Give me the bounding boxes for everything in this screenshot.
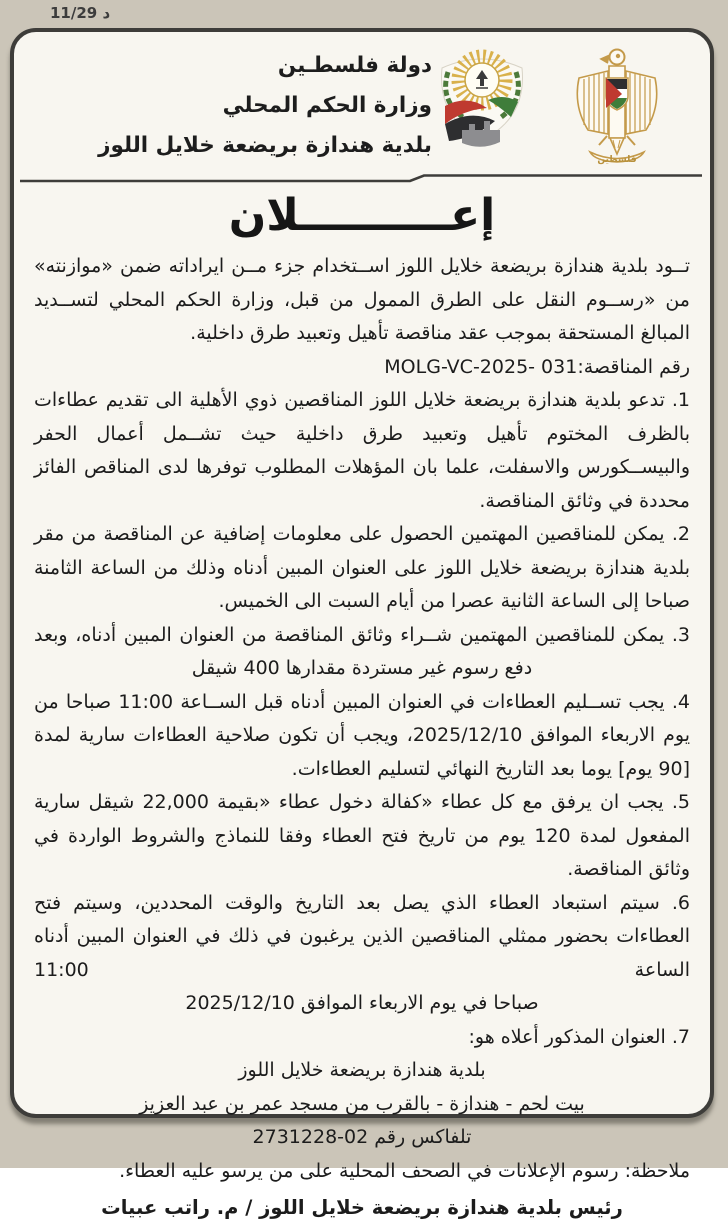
municipality-name: بلدية هندازة بريضعة خلايل اللوز (98, 133, 432, 158)
address-telefax: تلفاكس رقم 02-2731228 (252, 1126, 472, 1148)
letterhead-text (34, 42, 432, 166)
item-3-line-1: 3. يمكن للمناقصين المهتمين شــراء وثائق المناقصة من العنوان المبين أدناه، وبعد (34, 623, 690, 646)
item-5: 5. يجب ان يرفق مع كل عطاء «كفالة دخول عطاء «بقيمة 22,000 شيقل سارية المفعول لمدة 120 يوم من تاريخ فتح العطاء وفقا للنماذج والشروط الواردة في وثائق المناقصة. (34, 791, 691, 880)
letterhead (34, 42, 690, 170)
announcement-title: إعــــــــــلان (228, 190, 496, 241)
announcement-frame (10, 28, 714, 1219)
eagle-banner-label: فلسطين (597, 155, 637, 165)
tender-number-label: رقم المناقصة: (577, 355, 690, 378)
announcement-body (34, 250, 690, 1225)
tender-number-value: MOLG-VC-2025- 031 (384, 355, 578, 378)
item-6-part-1: 6. سيتم استبعاد العطاء الذي يصل بعد التاريخ والوقت المحددين، وسيتم فتح العطاءات بحضور ممثلي المناقصين الذين يرغبون في ذلك في العنوان المبين أدناه الساعة 11:00 (34, 891, 690, 981)
ministry-name: وزارة الحكم المحلي (222, 93, 432, 118)
state-name: دولة فلسطـين (277, 53, 432, 78)
letterhead-emblems (432, 42, 690, 172)
intro-paragraph: تــود بلدية هندازة بريضعة خلايل اللوز اســتخدام جزء مــن ايراداته ضمن «موازنته» من «رســوم النقل على الطرق الممول من قبل، وزارة الحكم المحلي لتســديد المبالغ المستحقة بموجب عقد مناقصة تأهيل وتعبيد طرق داخلية. (34, 255, 690, 344)
item-7: 7. العنوان المذكور أعلاه هو: (468, 1025, 690, 1048)
item-1: 1. تدعو بلدية هندازة بريضعة خلايل اللوز المناقصين ذوي الأهلية الى تقديم عطاءات بالظرف المختوم تأهيل وتعبيد طرق داخلية حيث تشــمل أعمال الحفر والبيســكورس والاسفلت، علما بان المؤهلات المطلوب توفرها لدى المناقص الفائز محددة في وثائق المناقصة. (34, 389, 690, 512)
page-corner-date-mark: 11/29 د (50, 4, 111, 22)
tender-number-line (34, 351, 690, 385)
palestine-eagle-emblem-icon (562, 44, 672, 172)
municipality-crest-icon (432, 44, 532, 172)
item-3-line-2: دفع رسوم غير مستردة مقدارها 400 شيقل (191, 657, 533, 679)
note-line: ملاحظة: رسوم الإعلانات في الصحف المحلية على من يرسو عليه العطاء. (119, 1159, 690, 1182)
address-location: بيت لحم - هندازة - بالقرب من مسجد عمر بن عبد العزيز (139, 1092, 585, 1115)
item-2: 2. يمكن للمناقصين المهتمين الحصول على معلومات إضافية عن المناقصة من مقر بلدية هندازة بريضعة خلايل اللوز على العنوان المبين أدناه وذلك من الساعة الثامنة صباحا إلى الساعة الثانية عصرا من أيام السبت الى الخميس. (34, 523, 690, 612)
header-separator-rule (12, 172, 704, 184)
address-municipality: بلدية هندازة بريضعة خلايل اللوز (238, 1059, 486, 1081)
mayor-signature-line: رئيس بلدية هندازة بريضعة خلايل اللوز / م. راتب عبيات (101, 1196, 623, 1219)
item-6-part-2: صباحا في يوم الاربعاء الموافق 2025/12/10 (185, 992, 539, 1014)
item-4: 4. يجب تســليم العطاءات في العنوان المبين أدناه قبل الســاعة 11:00 صباحا من يوم الاربعاء الموافق 2025/12/10، ويجب أن تكون صلاحية العطاءات سارية لمدة [90 يوم] يوما بعد التاريخ النهائي لتسليم العطاءات. (34, 690, 690, 780)
